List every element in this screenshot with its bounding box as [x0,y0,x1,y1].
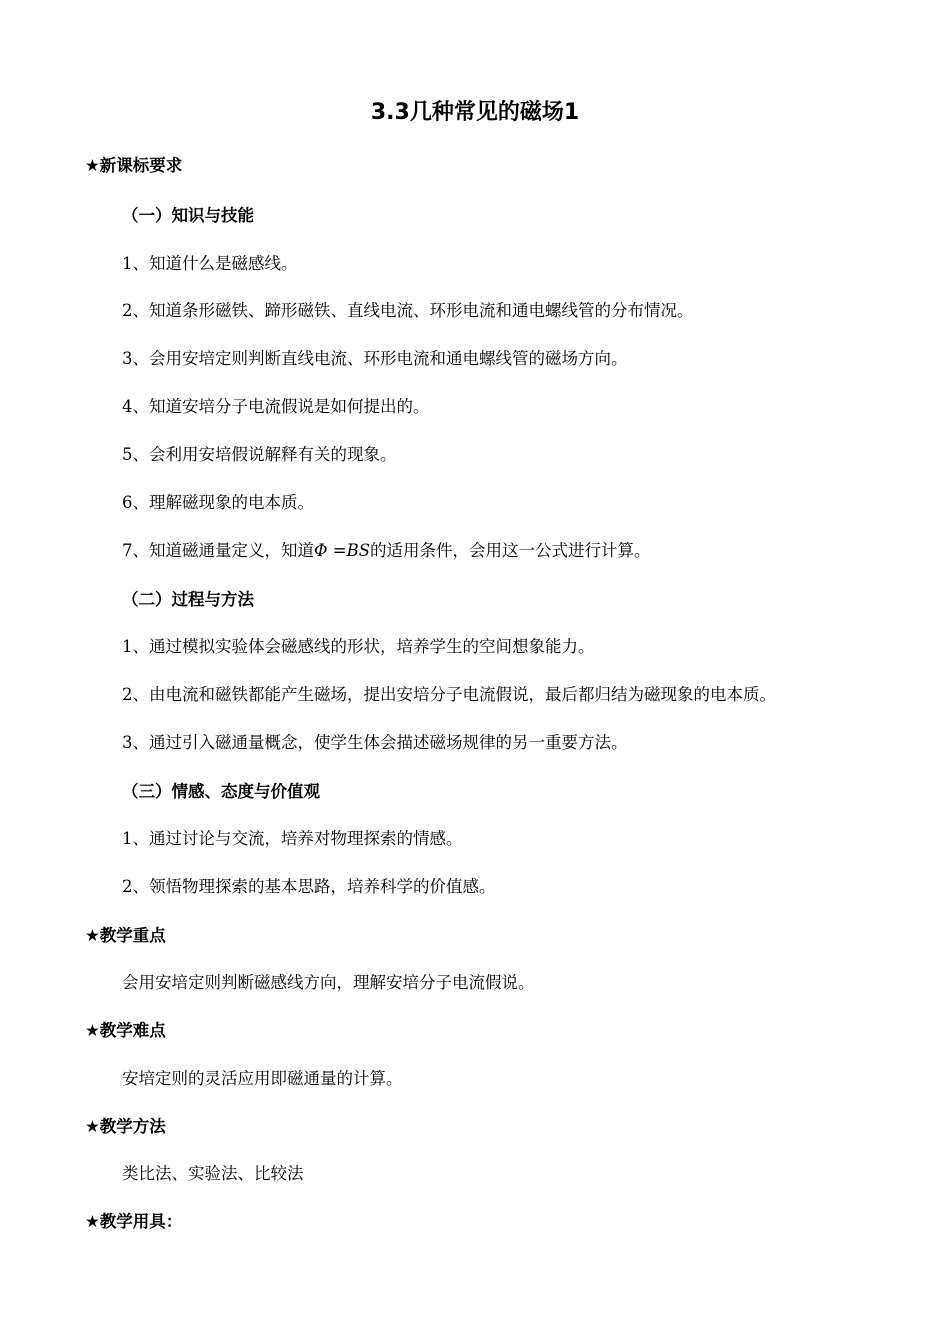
knowledge-item: 1、知道什么是磁感线。 [122,254,298,273]
knowledge-item: 5、会利用安培假说解释有关的现象。 [122,445,397,464]
knowledge-item: 4、知道安培分子电流假说是如何提出的。 [122,397,430,416]
formula-prefix: 7、知道磁通量定义，知道 [122,541,314,560]
key-points-heading: ★教学重点 [85,926,166,945]
knowledge-item: 6、理解磁现象的电本质。 [122,493,314,512]
tools-heading: ★教学用具： [85,1212,183,1231]
difficult-heading: ★教学难点 [85,1021,166,1040]
methods-heading: ★教学方法 [85,1117,166,1136]
formula-text: Φ =BS [314,541,371,560]
process-item: 1、通过模拟实验体会磁感线的形状，培养学生的空间想象能力。 [122,637,595,656]
process-item: 2、由电流和磁铁都能产生磁场，提出安培分子电流假说，最后都归结为磁现象的电本质。 [122,685,776,704]
standards-heading: ★新课标要求 [85,156,183,175]
emotion-heading: （三）情感、态度与价值观 [122,782,320,801]
knowledge-heading: （一）知识与技能 [122,206,254,225]
process-item: 3、通过引入磁通量概念，使学生体会描述磁场规律的另一重要方法。 [122,733,628,752]
difficult-text: 安培定则的灵活应用即磁通量的计算。 [122,1069,403,1088]
emotion-item: 2、领悟物理探索的基本思路，培养科学的价值感。 [122,877,496,896]
process-heading: （二）过程与方法 [122,590,254,609]
methods-text: 类比法、实验法、比较法 [122,1164,304,1183]
page-title: 3.3几种常见的磁场1 [370,100,580,125]
emotion-item: 1、通过讨论与交流，培养对物理探索的情感。 [122,829,463,848]
key-points-text: 会用安培定则判断磁感线方向，理解安培分子电流假说。 [122,973,535,992]
knowledge-item: 2、知道条形磁铁、蹄形磁铁、直线电流、环形电流和通电螺线管的分布情况。 [122,301,694,320]
formula-suffix: 的适用条件，会用这一公式进行计算。 [370,541,651,560]
knowledge-item-formula-line [122,539,651,563]
knowledge-item: 3、会用安培定则判断直线电流、环形电流和通电螺线管的磁场方向。 [122,349,628,368]
